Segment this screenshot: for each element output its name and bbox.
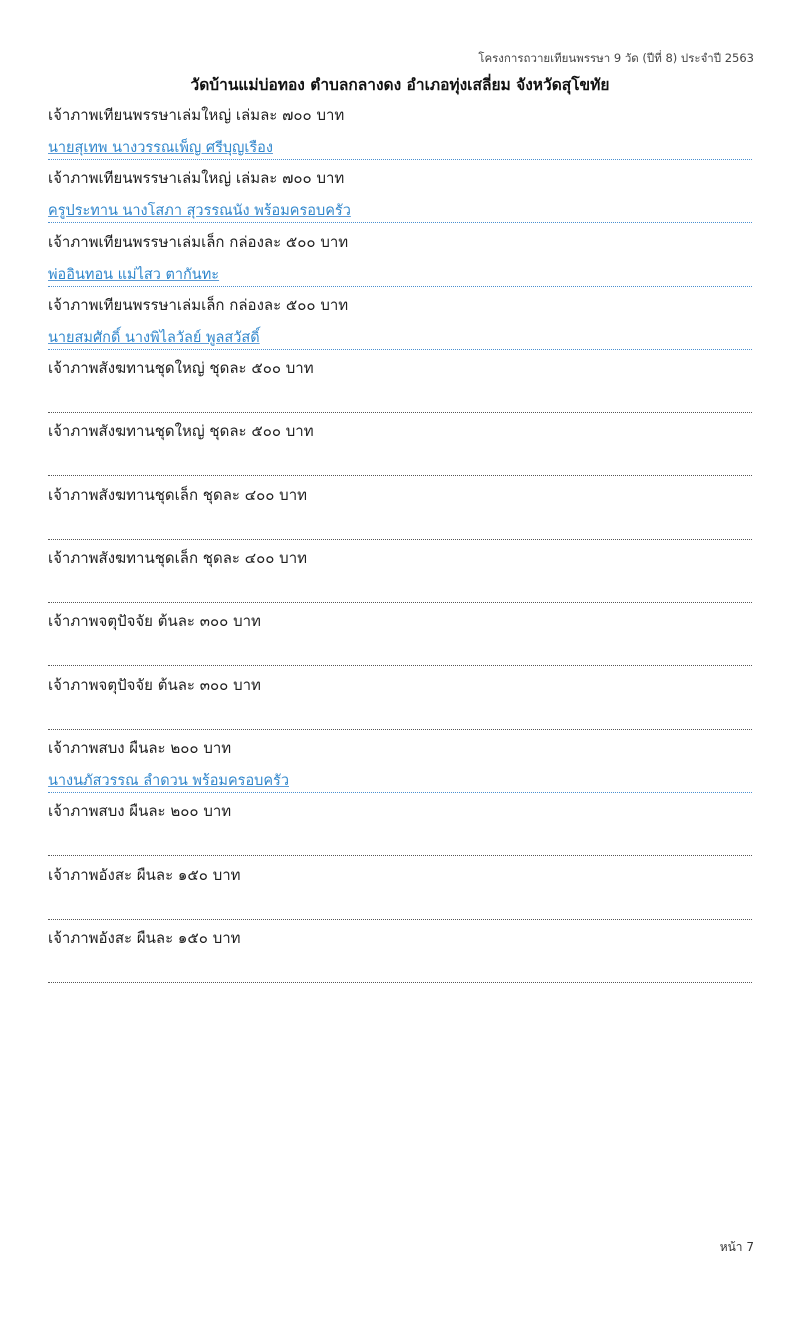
blank-donor-line [48,963,752,983]
donor-name: ครูประทาน นางโสภา สุวรรณนัง พร้อมครอบครัว [48,203,351,220]
entry-label: เจ้าภาพเทียนพรรษาเล่มเล็ก กล่องละ ๕๐๐ บาท [48,295,349,314]
donor-name: นางนภัสวรรณ ลำดวน พร้อมครอบครัว [48,772,289,789]
donation-entry [48,671,752,734]
entry-label: เจ้าภาพอังสะ ผืนละ ๑๕๐ บาท [48,865,241,884]
blank-donor-line [48,520,752,540]
document-title: วัดบ้านแม่บ่อทอง ตำบลกลางดง อำเภอทุ่งเสลี่ยม จังหวัดสุโขทัย [190,76,610,94]
donation-entry [48,924,752,987]
entry-label: เจ้าภาพสังฆทานชุดใหญ่ ชุดละ ๕๐๐ บาท [48,359,314,378]
entry-label: เจ้าภาพสบง ผืนละ ๒๐๐ บาท [48,738,232,757]
entry-label: เจ้าภาพสังฆทานชุดเล็ก ชุดละ ๔๐๐ บาท [48,485,308,504]
blank-donor-line [48,393,752,413]
donor-line [48,773,752,793]
donor-line [48,330,752,350]
blank-donor-line [48,456,752,476]
entry-label: เจ้าภาพเทียนพรรษาเล่มใหญ่ เล่มละ ๗๐๐ บาท [48,169,345,188]
donation-entry [48,734,752,797]
donor-line [48,267,752,287]
entry-label: เจ้าภาพจตุปัจจัย ต้นละ ๓๐๐ บาท [48,612,261,631]
donation-entry [48,417,752,480]
entry-label: เจ้าภาพสังฆทานชุดใหญ่ ชุดละ ๕๐๐ บาท [48,422,314,441]
blank-donor-line [48,836,752,856]
donation-entry [48,354,752,417]
donation-entry [48,607,752,670]
blank-donor-line [48,710,752,730]
donor-name: พ่ออินทอน แม่ไสว ตากันทะ [48,266,220,283]
donation-entry [48,101,752,164]
donation-entry [48,797,752,860]
donation-entry [48,544,752,607]
blank-donor-line [48,900,752,920]
donation-entry [48,164,752,227]
entry-label: เจ้าภาพสบง ผืนละ ๒๐๐ บาท [48,802,232,821]
donor-name: นายสุเทพ นางวรรณเพ็ญ ศรีบุญเรือง [48,140,273,156]
blank-donor-line [48,646,752,666]
donation-entry [48,861,752,924]
blank-donor-line [48,583,752,603]
page-number: หน้า 7 [719,1240,754,1254]
entry-label: เจ้าภาพจตุปัจจัย ต้นละ ๓๐๐ บาท [48,675,261,694]
donor-name: นายสมศักดิ์ นางพิไลวัลย์ พูลสวัสดิ์ [48,329,260,346]
donor-line [48,203,752,223]
entry-label: เจ้าภาพเทียนพรรษาเล่มเล็ก กล่องละ ๕๐๐ บาท [48,232,349,251]
donation-entry [48,228,752,291]
entry-label: เจ้าภาพอังสะ ผืนละ ๑๕๐ บาท [48,928,241,947]
header-note: โครงการถวายเทียนพรรษา 9 วัด (ปีที่ 8) ประจำปี 2563 [478,51,754,65]
donor-line [48,140,752,160]
donation-entry [48,291,752,354]
donation-entries-list [48,101,752,987]
entry-label: เจ้าภาพเทียนพรรษาเล่มใหญ่ เล่มละ ๗๐๐ บาท [48,106,345,124]
entry-label: เจ้าภาพสังฆทานชุดเล็ก ชุดละ ๔๐๐ บาท [48,549,308,568]
donation-entry [48,481,752,544]
